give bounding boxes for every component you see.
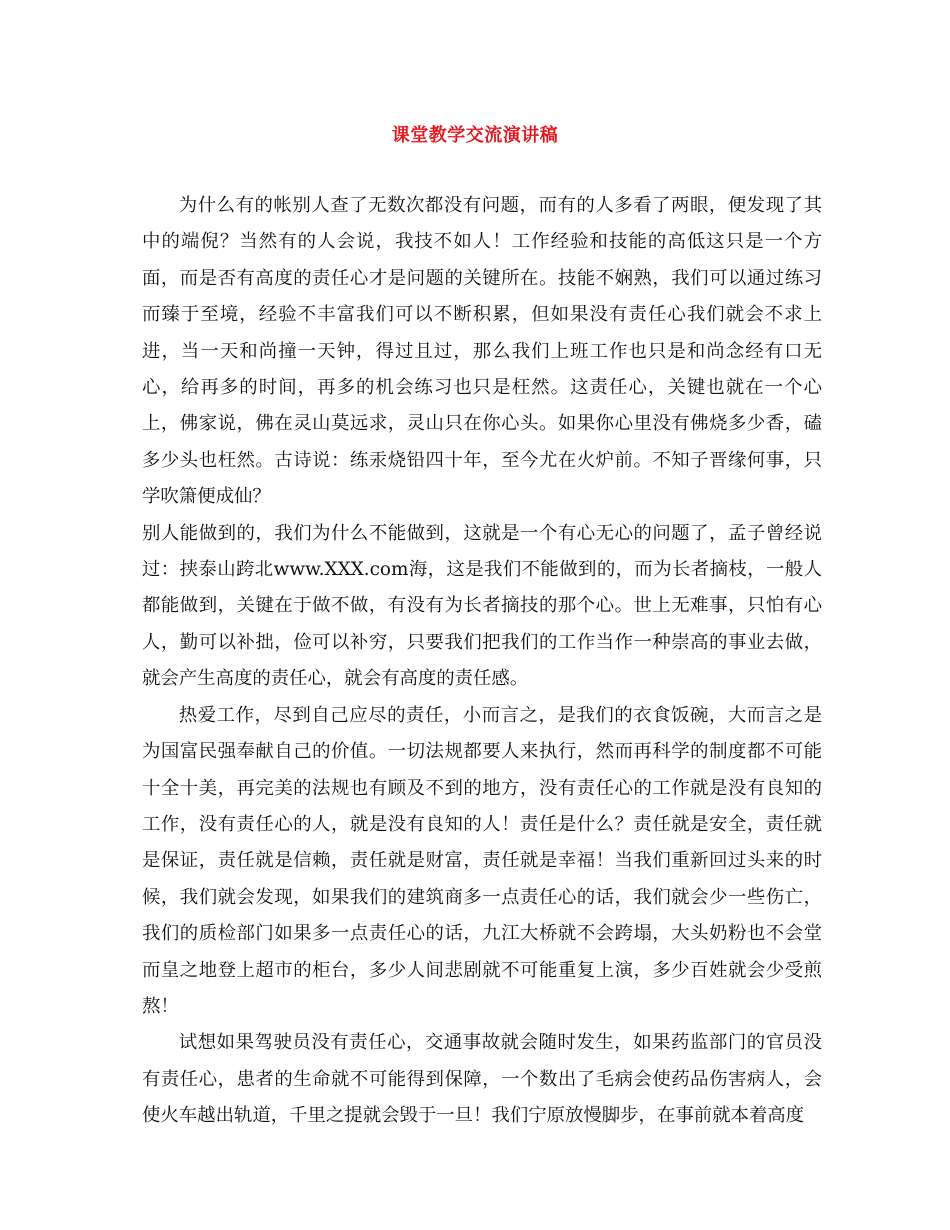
paragraph-4: 试想如果驾驶员没有责任心，交通事故就会随时发生，如果药监部门的官员没有责任心，患者的生命就不可能得到保障，一个数出了毛病会使药品伤害病人，会使火车越出轨道，千里之提就会毁于一旦！我们宁原放慢脚步，在事前就本着高度 [142, 1032, 822, 1127]
paragraph-1: 为什么有的帐别人查了无数次都没有问题，而有的人多看了两眼，便发现了其中的端倪？当然有的人会说，我技不如人！工作经验和技能的高低这只是一个方面，而是否有高度的责任心才是问题的关键所在。技能不娴熟，我们可以通过练习而臻于至境，经验不丰富我们可以不断积累，但如果没有责任心我们就会不求上进，当一天和尚撞一天钟，得过且过，那么我们上班工作也只是和尚念经有口无心，给再多的时间，再多的机会练习也只是枉然。这责任心，关键也就在一个心上，佛家说，佛在灵山莫远求，灵山只在你心头。如果你心里没有佛烧多少香，磕多少头也枉然。古诗说：练汞烧铅四十年，至今尤在火炉前。不知子晋缘何事，只学吹箫便成仙？ [142, 195, 822, 508]
document-title: 课堂教学交流演讲稿 [391, 125, 559, 146]
paragraph-3: 热爱工作，尽到自己应尽的责任，小而言之，是我们的衣食饭碗，大而言之是为国富民强奉献自己的价值。一切法规都要人来执行，然而再科学的制度都不可能十全十美，再完美的法规也有顾及不到的地方，没有责任心的工作就是没有良知的工作，没有责任心的人，就是没有良知的人！责任是什么？责任就是安全，责任就是保证，责任就是信赖，责任就是财富，责任就是幸福！当我们重新回过头来的时候，我们就会发现，如果我们的建筑商多一点责任心的话，我们就会少一些伤亡，我们的质检部门如果多一点责任心的话，九江大桥就不会跨塌，大头奶粉也不会堂而皇之地登上超市的柜台，多少人间悲剧就不可能重复上演，多少百姓就会少受煎熬！ [142, 704, 822, 1017]
paragraph-2: 别人能做到的，我们为什么不能做到，这就是一个有心无心的问题了，孟子曾经说过：挟泰山跨北www.XXX.com海，这是我们不能做到的，而为长者摘枝，一般人都能做到，关键在于做不做，有没有为长者摘技的那个心。世上无难事，只怕有心人，勤可以补拙，俭可以补穷，只要我们把我们的工作当作一种崇高的事业去做，就会产生高度的责任心，就会有高度的责任感。 [142, 522, 822, 690]
document-body [142, 188, 822, 1135]
